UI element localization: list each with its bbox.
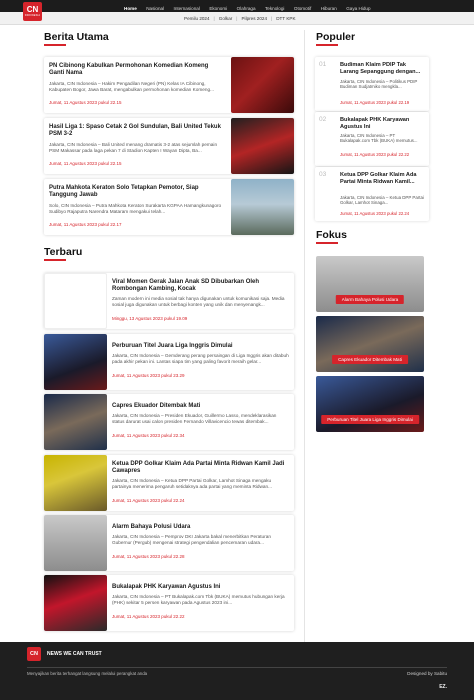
latest-news-excerpt: Jakarta, CIN Indonesia – Gemderang perang persaingan di Liga Inggris akan ditabuh pada akhir pekan ini. Lantas siapa tim yang paling favorit meraih gelar... bbox=[112, 353, 289, 364]
headline-card[interactable] bbox=[44, 179, 294, 235]
heading-underline bbox=[44, 44, 66, 46]
nav-ekonomi[interactable]: Ekonomi bbox=[209, 6, 228, 11]
latest-news-title[interactable]: Perburuan Titel Juara Liga Inggris Dimulai bbox=[112, 343, 233, 349]
main-nav bbox=[124, 0, 376, 15]
popular-item[interactable] bbox=[315, 167, 429, 221]
top-navbar bbox=[0, 0, 474, 12]
latest-news-date: Jumat, 11 Agustus 2023 pukul 22.24 bbox=[112, 498, 185, 503]
subnav-separator: | bbox=[271, 15, 273, 21]
focus-label[interactable]: Capres Ekuador Ditembak Mati bbox=[332, 355, 408, 364]
footer-description: Menyajikan berita terhangat langsung melalui perangkat anda bbox=[27, 671, 148, 676]
terbaru-heading-text: Terbaru bbox=[44, 246, 83, 258]
nav-internasional[interactable]: Internasional bbox=[173, 6, 200, 11]
nav-home[interactable]: Home bbox=[124, 6, 137, 11]
headline-date: Jumat, 11 Agustus 2023 pukul 22.15 bbox=[49, 100, 122, 105]
latest-news-card[interactable] bbox=[44, 334, 294, 390]
fokus-heading-text: Fokus bbox=[316, 229, 347, 241]
subnav-separator: | bbox=[213, 15, 215, 21]
popular-excerpt: Jakarta, CIN Indonesia – Politikus PDIP Budiman Sudjatmiko mengkla... bbox=[340, 79, 418, 90]
subnav-pemilu[interactable]: Pemilu 2024 bbox=[184, 15, 210, 21]
headline-image[interactable] bbox=[231, 118, 294, 174]
latest-news-image[interactable] bbox=[44, 575, 107, 631]
subnav-pilpres[interactable]: Pilpres 2024 bbox=[241, 15, 268, 21]
latest-news-excerpt: Jakarta, CIN Indonesia – Ketua DPP Partai Golkar, Lamhot Sinaga mengaku partainya menerima pengaruh setidaknya ada partai yang meminta Ridwan... bbox=[112, 478, 272, 489]
focus-card[interactable] bbox=[316, 316, 424, 372]
popular-excerpt: Jakarta, CIN Indonesia – PT Bukalapak.com Tbk (BUKA) memutus... bbox=[340, 133, 418, 144]
latest-news-title[interactable]: Bukalapak PHK Karyawan Agustus Ini bbox=[112, 584, 221, 590]
nav-hiburan[interactable]: Hiburan bbox=[320, 6, 337, 11]
popular-title[interactable]: Budiman Klaim PDIP Tak Larang Sepanggung dengan... bbox=[340, 62, 421, 75]
fokus-heading bbox=[316, 229, 347, 244]
latest-news-excerpt: Jakarta, CIN Indonesia – Presiden Ekuador, Guillermo Lasso, mendeklarasikan status darurat usai calon presiden Fernando Villavicencio tewas ditembak... bbox=[112, 413, 277, 424]
headline-image[interactable] bbox=[231, 179, 294, 235]
latest-news-title[interactable]: Alarm Bahaya Polusi Udara bbox=[112, 524, 191, 530]
nav-otomotif[interactable]: Otomotif bbox=[293, 6, 312, 11]
latest-news-title[interactable]: Viral Momen Gerak Jalan Anak SD Dibubarkan Oleh Rombongan Kambing, Kocak bbox=[112, 279, 260, 293]
headline-card[interactable] bbox=[44, 118, 294, 174]
subnav-dtt-kpk[interactable]: DTT KPK bbox=[276, 15, 296, 21]
popular-excerpt: Jakarta, CIN Indonesia – Ketua DPP Partai Golkar, Lamhot Sinaga... bbox=[340, 195, 424, 206]
latest-news-image[interactable] bbox=[44, 515, 107, 571]
subnav-golkar[interactable]: Golkar bbox=[218, 15, 233, 21]
headline-excerpt: Jakarta, CIN Indonesia – Hakim Pengadilan Negeri (PN) Kelas IA Cibinong, Kabupaten Bogor, Jawa Barat, mengabulkan permohonan komedian Komeng... bbox=[49, 81, 214, 92]
latest-news-card[interactable] bbox=[44, 394, 294, 450]
popular-title[interactable]: Ketua DPP Golkar Klaim Ada Partai Minta Ridwan Kamil... bbox=[340, 172, 417, 185]
popular-rank: 02 bbox=[319, 116, 327, 123]
latest-news-card[interactable] bbox=[44, 273, 294, 329]
heading-underline bbox=[44, 259, 66, 261]
popular-date: Jumat, 11 Agustus 2023 pukul 22.22 bbox=[340, 152, 410, 157]
focus-label[interactable]: Perburuan Titel Juara Liga Inggris Dimulai bbox=[321, 415, 419, 424]
nav-nasional[interactable]: Nasional bbox=[146, 6, 165, 11]
popular-item[interactable] bbox=[315, 57, 429, 111]
logo-sub-text: INDONESIA bbox=[24, 14, 41, 17]
footer-signature: EZ. bbox=[439, 684, 447, 690]
footer-divider bbox=[27, 667, 447, 668]
nav-teknologi[interactable]: Teknologi bbox=[265, 6, 285, 11]
headline-title[interactable]: PN Cibinong Kabulkan Permohonan Komedian Komeng Ganti Nama bbox=[49, 63, 209, 77]
headline-excerpt: Jakarta, CIN Indonesia – Bali United menang dramatis 3-2 atas sejumlah pemain PSM Makassar pada laga pekan 7 di Stadion Kapten I Wayan Dipta, Ba... bbox=[49, 142, 218, 153]
headline-title[interactable]: Putra Mahkota Keraton Solo Tetapkan Pemotor, Siap Tanggung Jawab bbox=[49, 185, 199, 199]
nav-gaya-hidup[interactable]: Gaya Hidup bbox=[346, 6, 371, 11]
headline-title[interactable]: Hasil Liga 1: Spaso Cetak 2 Gol Sundulan, Bali United Tekuk PSM 3-2 bbox=[49, 124, 221, 138]
berita-utama-heading bbox=[44, 31, 109, 46]
terbaru-heading bbox=[44, 246, 82, 261]
site-footer bbox=[0, 642, 474, 700]
latest-news-excerpt: Jakarta, CIN Indonesia – Pemprov DKI Jakarta bakal menerbitkan Peraturan Gubernur (Pergub) mengenai strategi pengendalian pencemaran udara... bbox=[112, 534, 271, 545]
headline-card[interactable] bbox=[44, 57, 294, 113]
headline-excerpt: Solo, CIN Indonesia – Putra Mahkota Keraton Surakarta KGPAA Hamangkunagoro Sudibyo Rajaputra Narendra Mataram mengakui telah... bbox=[49, 203, 222, 214]
footer-credit: Designed by Sabitu bbox=[407, 671, 447, 676]
latest-news-image[interactable] bbox=[44, 334, 107, 390]
headline-date: Jumat, 11 Agustus 2023 pukul 22.17 bbox=[49, 222, 122, 227]
berita-utama-heading-text: Berita Utama bbox=[44, 31, 109, 43]
latest-news-excerpt: Zaman modern ini media sosial tak hanya digunakan untuk komunikasi saja. Media sosial juga digunakan untuk berbagi konten yang unik dan menyenangk... bbox=[112, 296, 285, 307]
popular-date: Jumat, 11 Agustus 2023 pukul 22.19 bbox=[340, 100, 410, 105]
focus-card[interactable] bbox=[316, 256, 424, 312]
latest-news-date: Jumat, 11 Agustus 2023 pukul 22.22 bbox=[112, 614, 185, 619]
popular-item[interactable] bbox=[315, 112, 429, 166]
latest-news-title[interactable]: Ketua DPP Golkar Klaim Ada Partai Minta Ridwan Kamil Jadi Cawapres bbox=[112, 461, 285, 475]
popular-rank: 03 bbox=[319, 171, 327, 178]
heading-underline bbox=[316, 242, 338, 244]
latest-news-image[interactable] bbox=[44, 273, 107, 329]
latest-news-title[interactable]: Capres Ekuador Ditembak Mati bbox=[112, 403, 201, 409]
site-logo[interactable] bbox=[23, 2, 42, 21]
latest-news-image[interactable] bbox=[44, 455, 107, 511]
logo-main-text: CN bbox=[26, 5, 39, 14]
latest-news-card[interactable] bbox=[44, 455, 294, 511]
footer-slogan: NEWS WE CAN TRUST bbox=[47, 651, 102, 657]
heading-underline bbox=[316, 44, 338, 46]
column-divider bbox=[304, 30, 305, 642]
latest-news-card[interactable] bbox=[44, 515, 294, 571]
footer-logo[interactable]: CN bbox=[27, 647, 41, 661]
focus-label[interactable]: Alarm Bahaya Polusi Udara bbox=[336, 295, 404, 304]
latest-news-date: Jumat, 11 Agustus 2023 pukul 23.29 bbox=[112, 373, 185, 378]
populer-heading-text: Populer bbox=[316, 31, 356, 43]
subnav-separator: | bbox=[236, 15, 238, 21]
latest-news-date: Jumat, 11 Agustus 2023 pukul 22.28 bbox=[112, 554, 185, 559]
latest-news-card[interactable] bbox=[44, 575, 294, 631]
populer-heading bbox=[316, 31, 355, 46]
latest-news-date: Minggu, 13 Agustus 2023 pukul 19.09 bbox=[112, 316, 188, 321]
popular-date: Jumat, 11 Agustus 2023 pukul 22.24 bbox=[340, 211, 410, 216]
latest-news-excerpt: Jakarta, CIN Indonesia – PT Bukalapak.com Tbk (BUKA) memutus hubungan kerja (PHK) sekitar 5 persen karyawan pada Agustus 2023 ini... bbox=[112, 594, 285, 605]
popular-title[interactable]: Bukalapak PHK Karyawan Agustus Ini bbox=[340, 117, 410, 130]
focus-card[interactable] bbox=[316, 376, 424, 432]
latest-news-image[interactable] bbox=[44, 394, 107, 450]
latest-news-date: Jumat, 11 Agustus 2023 pukul 22.34 bbox=[112, 433, 185, 438]
headline-image[interactable] bbox=[231, 57, 294, 113]
nav-olahraga[interactable]: Olahraga bbox=[236, 6, 256, 11]
popular-rank: 01 bbox=[319, 61, 327, 68]
headline-date: Jumat, 11 Agustus 2023 pukul 22.15 bbox=[49, 161, 122, 166]
